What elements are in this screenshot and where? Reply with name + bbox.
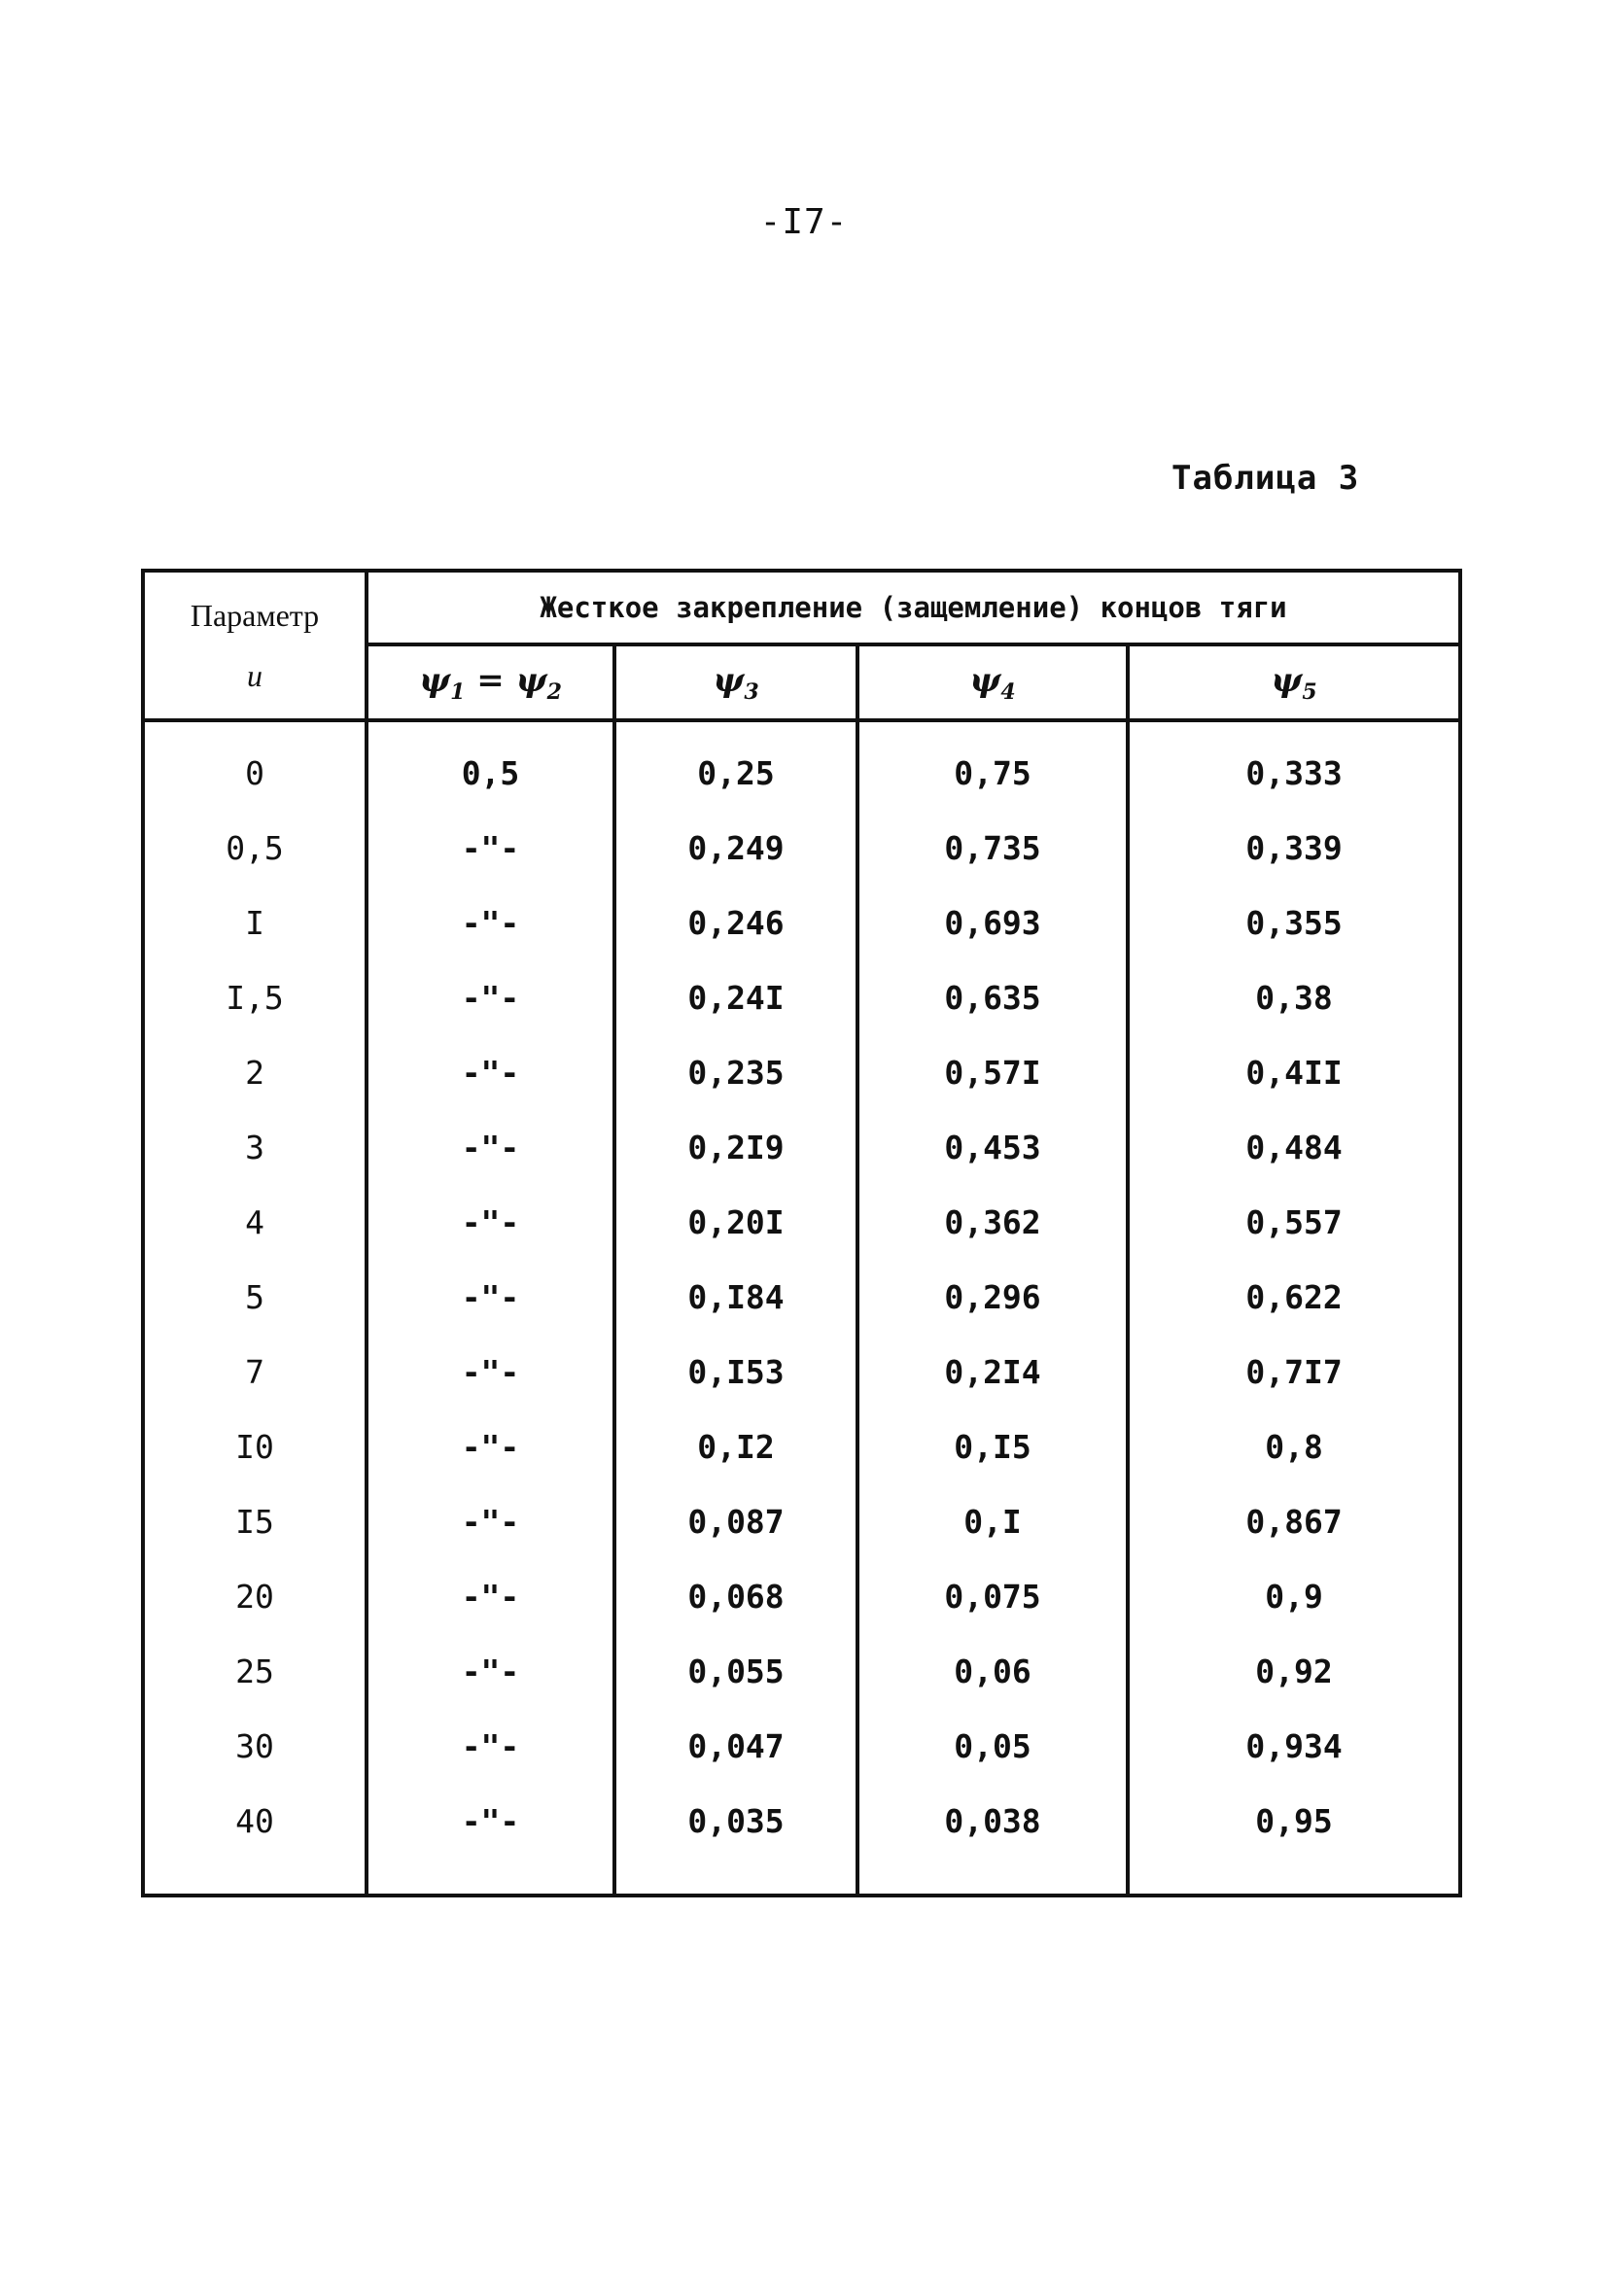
psi12-cell: -"- bbox=[367, 1335, 614, 1409]
header-psi1-psi2: $\psi_1 = \psi_2$ bbox=[367, 644, 614, 720]
param-cell: I5 bbox=[143, 1484, 367, 1559]
param-cell: 0 bbox=[143, 720, 367, 811]
psi4-cell: 0,453 bbox=[857, 1110, 1128, 1185]
psi5-cell: 0,355 bbox=[1128, 886, 1460, 960]
table-row bbox=[143, 1559, 1460, 1634]
table-body bbox=[143, 720, 1460, 1896]
param-cell: 30 bbox=[143, 1709, 367, 1784]
psi4-cell: 0,296 bbox=[857, 1260, 1128, 1335]
table-caption: Таблица 3 bbox=[1171, 459, 1360, 498]
psi3-cell: 0,235 bbox=[614, 1035, 857, 1110]
psi3-cell: 0,25 bbox=[614, 720, 857, 811]
table-row bbox=[143, 1709, 1460, 1784]
param-cell: I,5 bbox=[143, 960, 367, 1035]
param-cell: 0,5 bbox=[143, 811, 367, 886]
psi4-cell: 0,I5 bbox=[857, 1409, 1128, 1484]
psi5-cell: 0,7I7 bbox=[1128, 1335, 1460, 1409]
spacer-cell bbox=[614, 1859, 857, 1896]
table-bottom-spacer bbox=[143, 1859, 1460, 1896]
psi12-cell: -"- bbox=[367, 1484, 614, 1559]
psi4-cell: 0,362 bbox=[857, 1185, 1128, 1260]
psi3-cell: 0,087 bbox=[614, 1484, 857, 1559]
spacer-cell bbox=[367, 1859, 614, 1896]
psi12-cell: -"- bbox=[367, 1784, 614, 1859]
psi3-cell: 0,I84 bbox=[614, 1260, 857, 1335]
table-row bbox=[143, 960, 1460, 1035]
psi12-cell: -"- bbox=[367, 1709, 614, 1784]
psi4-cell: 0,693 bbox=[857, 886, 1128, 960]
psi3-cell: 0,068 bbox=[614, 1559, 857, 1634]
param-cell: 20 bbox=[143, 1559, 367, 1634]
psi12-cell: -"- bbox=[367, 1185, 614, 1260]
psi3-cell: 0,055 bbox=[614, 1634, 857, 1709]
psi3-cell: 0,249 bbox=[614, 811, 857, 886]
param-cell: 2 bbox=[143, 1035, 367, 1110]
psi4-cell: 0,57I bbox=[857, 1035, 1128, 1110]
group-header: Жесткое закрепление (защемление) концов тяги bbox=[367, 571, 1460, 644]
param-column-header bbox=[143, 571, 367, 720]
psi12-cell: -"- bbox=[367, 1559, 614, 1634]
psi4-cell: 0,2I4 bbox=[857, 1335, 1128, 1409]
psi5-cell: 0,867 bbox=[1128, 1484, 1460, 1559]
param-cell: 5 bbox=[143, 1260, 367, 1335]
psi12-cell: -"- bbox=[367, 1260, 614, 1335]
psi3-cell: 0,246 bbox=[614, 886, 857, 960]
param-symbol: u bbox=[247, 658, 262, 693]
param-cell: 25 bbox=[143, 1634, 367, 1709]
table-row bbox=[143, 720, 1460, 811]
psi12-cell: -"- bbox=[367, 811, 614, 886]
psi5-cell: 0,339 bbox=[1128, 811, 1460, 886]
psi5-cell: 0,95 bbox=[1128, 1784, 1460, 1859]
psi5-cell: 0,38 bbox=[1128, 960, 1460, 1035]
param-cell: 4 bbox=[143, 1185, 367, 1260]
psi3-cell: 0,I53 bbox=[614, 1335, 857, 1409]
psi3-cell: 0,20I bbox=[614, 1185, 857, 1260]
param-cell: 3 bbox=[143, 1110, 367, 1185]
header-psi3: $\psi_3$ bbox=[614, 644, 857, 720]
psi3-cell: 0,047 bbox=[614, 1709, 857, 1784]
psi12-cell: -"- bbox=[367, 886, 614, 960]
psi5-cell: 0,557 bbox=[1128, 1185, 1460, 1260]
table-row bbox=[143, 1784, 1460, 1859]
header-psi4: $\psi_4$ bbox=[857, 644, 1128, 720]
spacer-cell bbox=[1128, 1859, 1460, 1896]
data-table bbox=[141, 569, 1462, 1897]
psi3-cell: 0,035 bbox=[614, 1784, 857, 1859]
table-row bbox=[143, 1634, 1460, 1709]
param-cell: I0 bbox=[143, 1409, 367, 1484]
psi5-cell: 0,934 bbox=[1128, 1709, 1460, 1784]
psi4-cell: 0,735 bbox=[857, 811, 1128, 886]
psi12-cell: -"- bbox=[367, 1409, 614, 1484]
psi5-cell: 0,9 bbox=[1128, 1559, 1460, 1634]
psi4-cell: 0,75 bbox=[857, 720, 1128, 811]
psi4-cell: 0,I bbox=[857, 1484, 1128, 1559]
param-header-label: Параметр bbox=[190, 598, 320, 633]
psi12-cell: -"- bbox=[367, 960, 614, 1035]
psi5-cell: 0,622 bbox=[1128, 1260, 1460, 1335]
psi12-cell: 0,5 bbox=[367, 720, 614, 811]
table-row bbox=[143, 1035, 1460, 1110]
param-cell: 7 bbox=[143, 1335, 367, 1409]
table-row bbox=[143, 886, 1460, 960]
table-row bbox=[143, 1260, 1460, 1335]
psi12-cell: -"- bbox=[367, 1035, 614, 1110]
table-row bbox=[143, 1484, 1460, 1559]
psi5-cell: 0,8 bbox=[1128, 1409, 1460, 1484]
psi3-cell: 0,2I9 bbox=[614, 1110, 857, 1185]
spacer-cell bbox=[143, 1859, 367, 1896]
psi4-cell: 0,635 bbox=[857, 960, 1128, 1035]
table-row bbox=[143, 1185, 1460, 1260]
psi4-cell: 0,038 bbox=[857, 1784, 1128, 1859]
psi12-cell: -"- bbox=[367, 1110, 614, 1185]
psi3-cell: 0,I2 bbox=[614, 1409, 857, 1484]
param-cell: I bbox=[143, 886, 367, 960]
param-cell: 40 bbox=[143, 1784, 367, 1859]
table-row bbox=[143, 811, 1460, 886]
psi4-cell: 0,06 bbox=[857, 1634, 1128, 1709]
page-number: -I7- bbox=[759, 202, 849, 242]
table-row bbox=[143, 1335, 1460, 1409]
spacer-cell bbox=[857, 1859, 1128, 1896]
psi5-cell: 0,92 bbox=[1128, 1634, 1460, 1709]
table-row bbox=[143, 1110, 1460, 1185]
table-row bbox=[143, 1409, 1460, 1484]
psi3-cell: 0,24I bbox=[614, 960, 857, 1035]
header-psi5: $\psi_5$ bbox=[1128, 644, 1460, 720]
psi12-cell: -"- bbox=[367, 1634, 614, 1709]
psi4-cell: 0,075 bbox=[857, 1559, 1128, 1634]
psi5-cell: 0,484 bbox=[1128, 1110, 1460, 1185]
psi5-cell: 0,333 bbox=[1128, 720, 1460, 811]
psi5-cell: 0,4II bbox=[1128, 1035, 1460, 1110]
psi4-cell: 0,05 bbox=[857, 1709, 1128, 1784]
